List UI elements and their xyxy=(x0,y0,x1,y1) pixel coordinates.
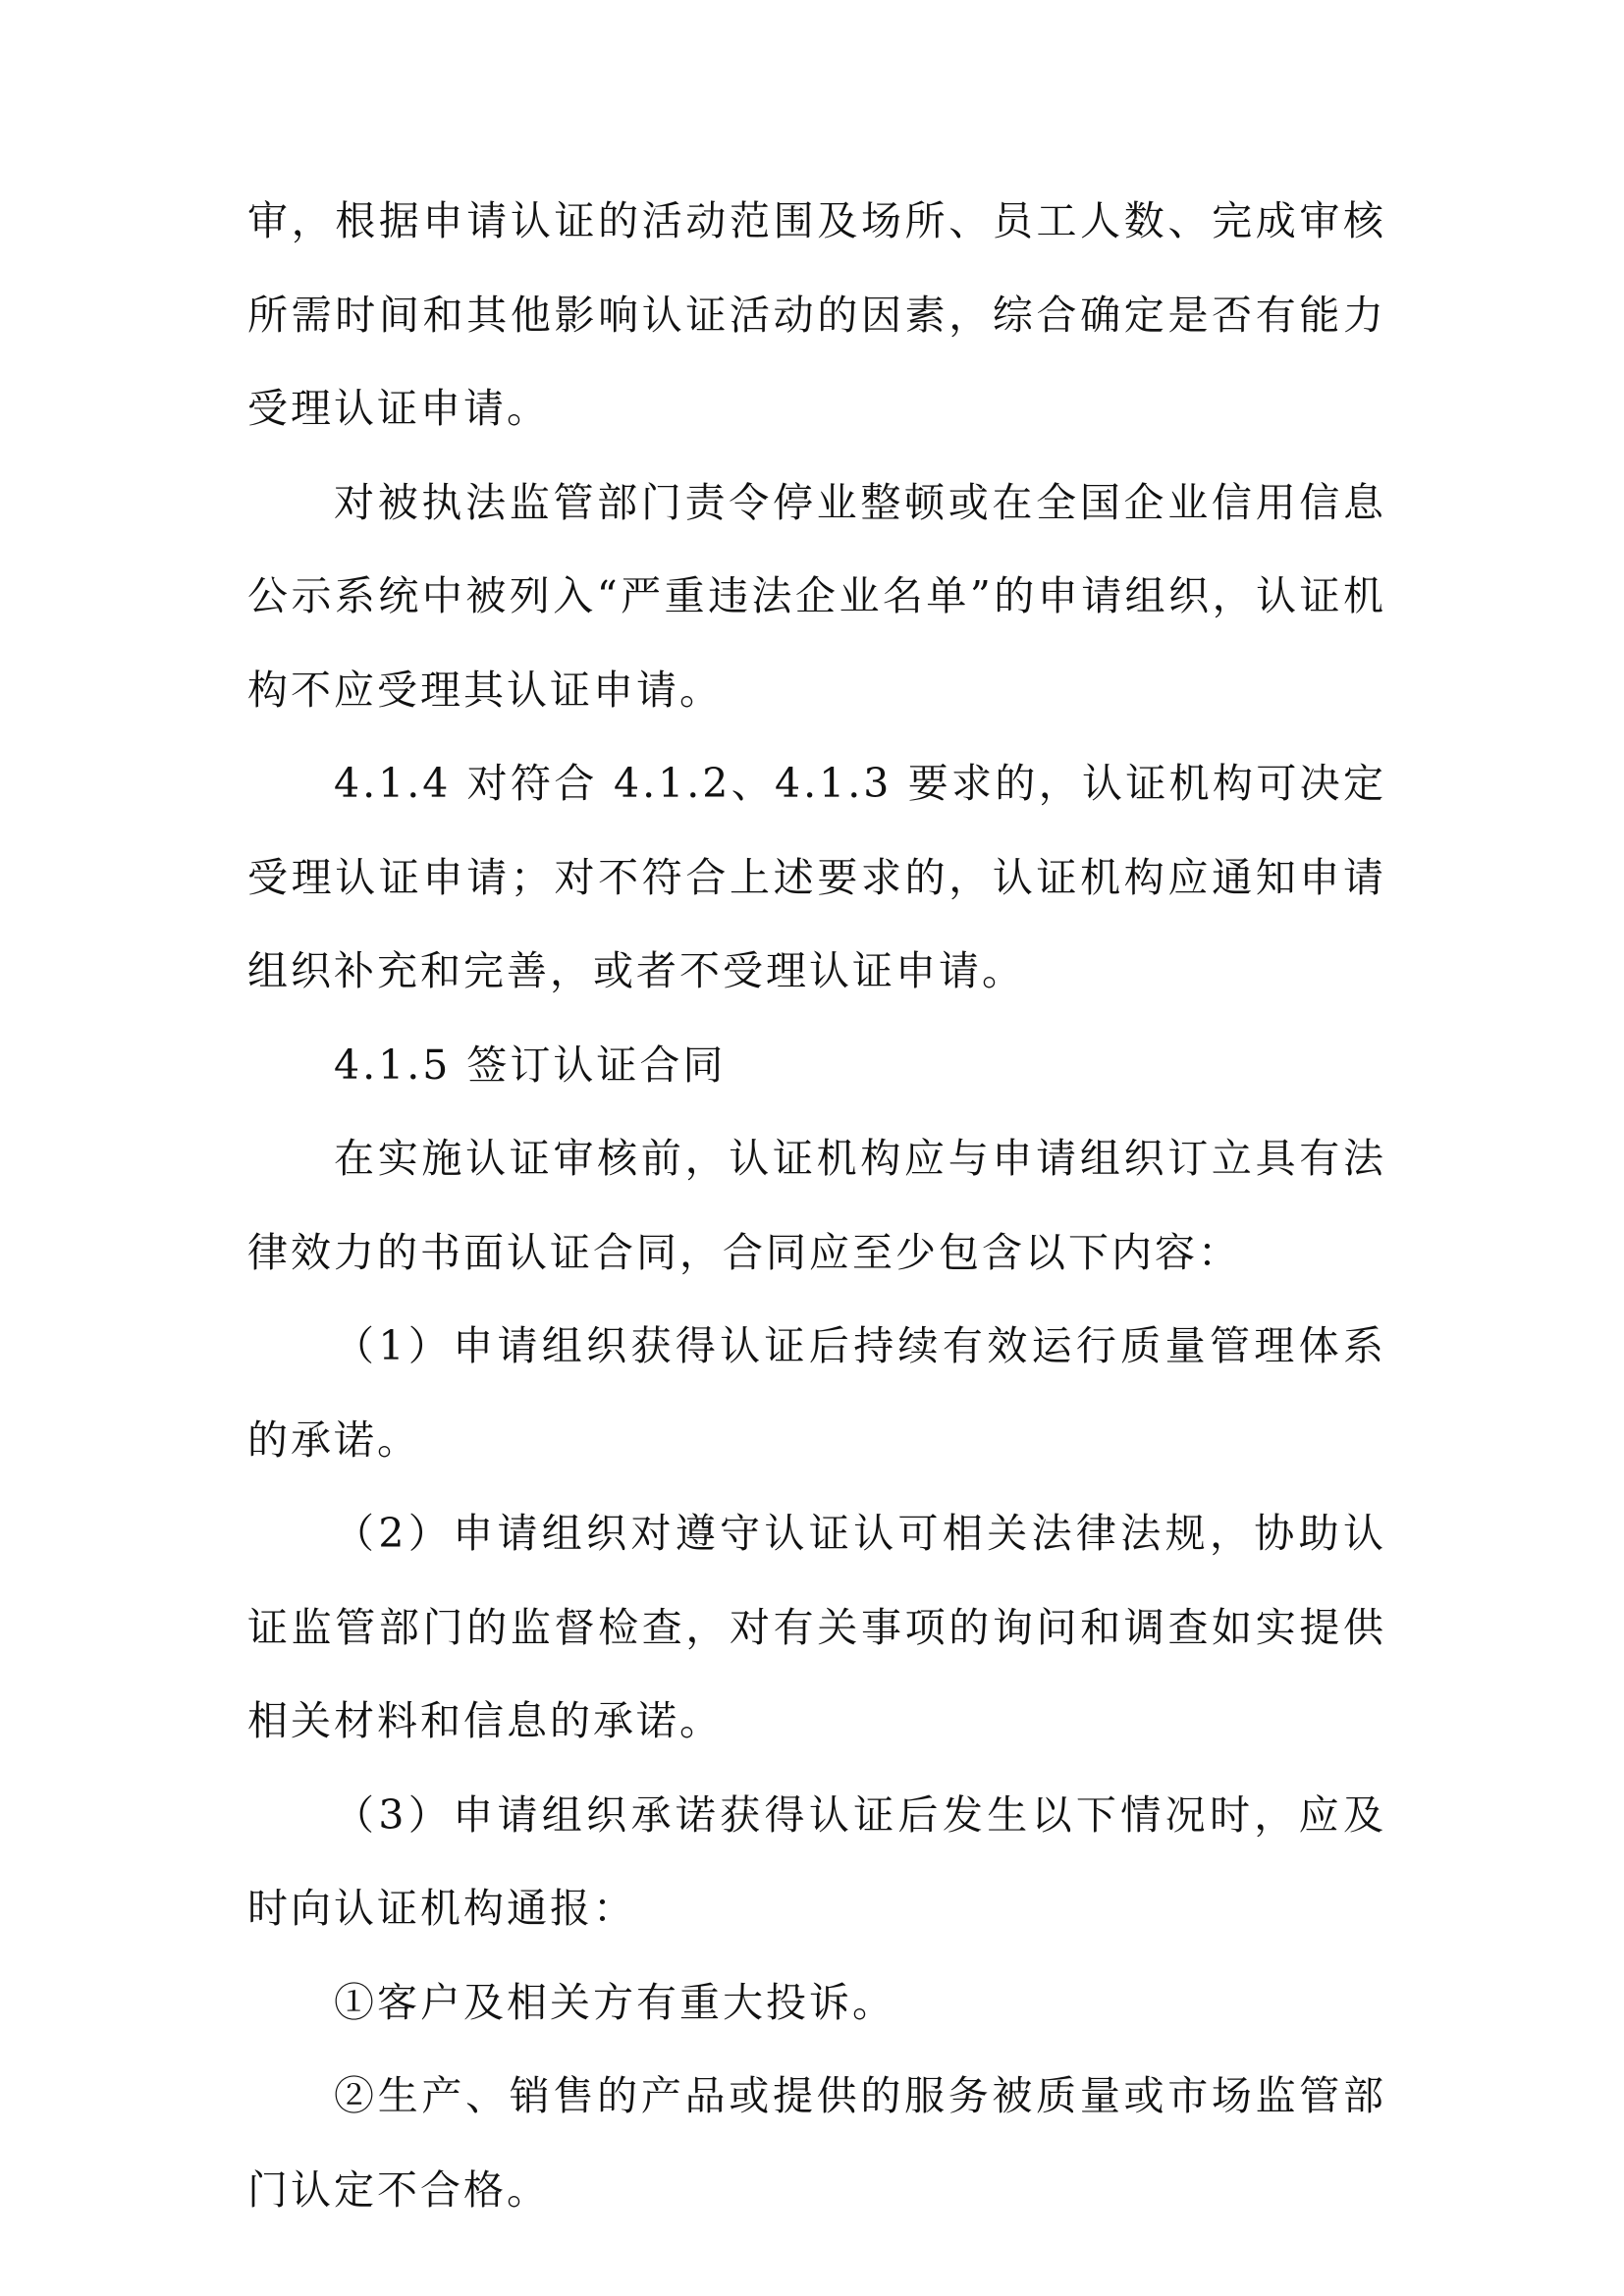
section-heading: 4.1.5 签订认证合同 xyxy=(334,1041,727,1089)
list-item: （1）申请组织获得认证后持续有效运行质量管理体系的承诺。 xyxy=(247,1322,1386,1464)
paragraph: 审，根据申请认证的活动范围及场所、员工人数、完成审核所需时间和其他影响认证活动的因素，综合确定是否有能力受理认证申请。 xyxy=(247,197,1386,432)
paragraph: 4.1.4 对符合 4.1.2、4.1.3 要求的，认证机构可决定受理认证申请；对不符合上述要求的，认证机构应通知申请组织补充和完善，或者不受理认证申请。 xyxy=(247,760,1386,994)
list-item: （2）申请组织对遵守认证认可相关法律法规，协助认证监管部门的监督检查，对有关事项的询问和调查如实提供相关材料和信息的承诺。 xyxy=(247,1510,1386,1744)
paragraph: 对被执法监管部门责令停业整顿或在全国企业信用信息公示系统中被列入“严重违法企业名单”的申请组织，认证机构不应受理其认证申请。 xyxy=(247,478,1386,714)
document-body xyxy=(247,175,1386,2237)
list-item: ②生产、销售的产品或提供的服务被质量或市场监管部门认定不合格。 xyxy=(247,2072,1386,2214)
paragraph: 在实施认证审核前，认证机构应与申请组织订立具有法律效力的书面认证合同，合同应至少包含以下内容： xyxy=(247,1135,1386,1276)
list-item: （3）申请组织承诺获得认证后发生以下情况时，应及时向认证机构通报： xyxy=(247,1790,1386,1932)
list-item: ①客户及相关方有重大投诉。 xyxy=(334,1978,895,2026)
